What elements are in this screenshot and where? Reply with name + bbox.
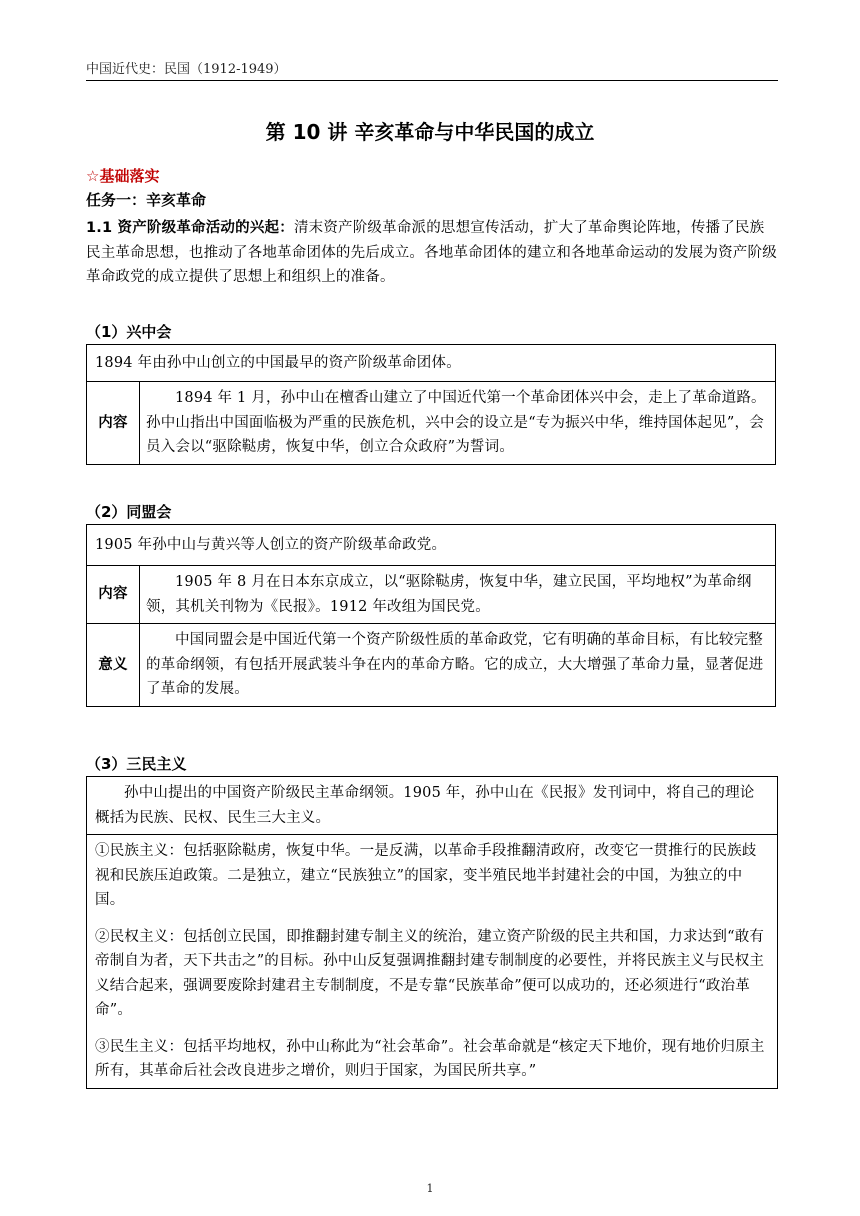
task-heading: 任务一：辛亥革命 [86,191,207,209]
intro-lead: 1.1 资产阶级革命活动的兴起： [86,220,294,236]
xingzhonghui-table [86,344,776,465]
xingzhonghui-content: 1894 年 1 月，孙中山在檀香山建立了中国近代第一个革命团体兴中会，走上了革命道路。孙中山指出中国面临极为严重的民族危机，兴中会的设立是“专为振兴中华，维持国体起见”，会员入会以“驱除鞑虏，恢复中华，创立合众政府”为誓词。 [140,382,776,465]
tongmenghui-heading: （2）同盟会 [86,503,172,521]
section-heading: ☆基础落实 [86,167,160,185]
sanmin-heading: （3）三民主义 [86,755,187,773]
intro-paragraph [86,216,778,290]
xingzhonghui-heading: （1）兴中会 [86,323,172,341]
sanmin-box [86,776,778,1089]
page-number: 1 [426,1182,434,1195]
tongmenghui-meaning-label: 意义 [87,624,140,707]
tongmenghui-meaning: 中国同盟会是中国近代第一个资产阶级性质的革命政党，它有明确的革命目标，有比较完整的革命纲领，有包括开展武装斗争在内的革命方略。它的成立，大大增强了革命力量，显著促进了革命的发展。 [140,624,776,707]
page-title: 第 10 讲 辛亥革命与中华民国的成立 [265,120,595,144]
tongmenghui-table [86,524,776,707]
minquan-principle: ②民权主义：包括创立民国，即推翻封建专制主义的统治，建立资产阶级的民主共和国，力求达到“敢有帝制自为者，天下共击之”的目标。孙中山反复强调推翻封建专制制度的必要性，并将民族主义与民权主义结合起来，强调要废除封建君主专制制度，不是专靠“民族革命”便可以成功的，还必须进行“政治革命”。 [95,928,765,1018]
sanmin-intro: 孙中山提出的中国资产阶级民主革命纲领。1905 年，孙中山在《民报》发刊词中，将自己的理论概括为民族、民权、民生三大主义。 [87,777,777,835]
minzu-principle: ①民族主义：包括驱除鞑虏，恢复中华。一是反满，以革命手段推翻清政府，改变它一贯推行的民族歧视和民族压迫政策。二是独立，建立“民族独立”的国家，变半殖民地半封建社会的中国，为独立的中国。 [95,843,757,908]
xingzhonghui-content-label: 内容 [87,382,140,465]
tongmenghui-summary: 1905 年孙中山与黄兴等人创立的资产阶级革命政党。 [87,525,776,566]
tongmenghui-content: 1905 年 8 月在日本东京成立，以“驱除鞑虏，恢复中华，建立民国，平均地权”为革命纲领，其机关刊物为《民报》。1912 年改组为国民党。 [140,566,776,624]
tongmenghui-content-label: 内容 [87,566,140,624]
sanmin-items [87,835,777,1088]
xingzhonghui-summary: 1894 年由孙中山创立的中国最早的资产阶级革命团体。 [87,345,776,382]
running-header: 中国近代史：民国（1912-1949） [86,62,778,81]
intro-text: 清末资产阶级革命派的思想宣传活动，扩大了革命舆论阵地，传播了民族民主革命思想，也推动了各地革命团体的先后成立。各地革命团体的建立和各地革命运动的发展为资产阶级革命政党的成立提供了思想上和组织上的准备。 [86,220,777,285]
minsheng-principle: ③民生主义：包括平均地权，孙中山称此为“社会革命”。社会革命就是“核定天下地价，现有地价归原主所有，其革命后社会改良进步之增价，则归于国家，为国民所共享。” [95,1038,765,1079]
